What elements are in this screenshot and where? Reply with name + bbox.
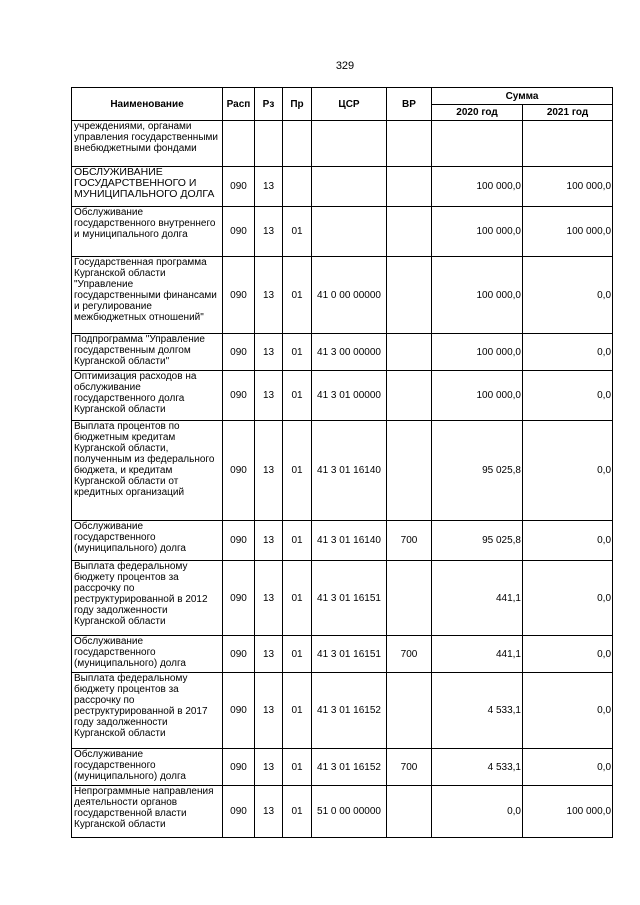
budget-table (71, 87, 613, 838)
cell-csr: 41 0 00 00000 (312, 257, 387, 334)
cell-pr: 01 (283, 207, 312, 257)
cell-pr: 01 (283, 257, 312, 334)
cell-2021: 0,0 (523, 421, 613, 521)
cell-pr: 01 (283, 786, 312, 838)
header-name: Наименование (72, 88, 223, 121)
cell-rz: 13 (255, 207, 283, 257)
header-rasp: Расп (223, 88, 255, 121)
cell-name: Обслуживание государственного внутреннего и муниципального долга (72, 207, 223, 257)
cell-csr: 41 3 01 16140 (312, 521, 387, 561)
table-row (72, 167, 613, 207)
cell-csr: 41 3 01 16151 (312, 561, 387, 636)
cell-csr: 41 3 00 00000 (312, 334, 387, 371)
cell-name: Непрограммные направления деятельности органов государственной власти Курганской области (72, 786, 223, 838)
cell-pr: 01 (283, 673, 312, 749)
table-row (72, 207, 613, 257)
cell-rz: 13 (255, 257, 283, 334)
header-year-2021: 2021 год (523, 105, 613, 121)
header-rz: Рз (255, 88, 283, 121)
cell-vr (387, 673, 432, 749)
cell-2021: 0,0 (523, 673, 613, 749)
cell-csr: 41 3 01 00000 (312, 371, 387, 421)
cell-2020: 4 533,1 (432, 673, 523, 749)
cell-2021: 0,0 (523, 371, 613, 421)
table-row (72, 786, 613, 838)
cell-vr (387, 371, 432, 421)
cell-pr: 01 (283, 561, 312, 636)
cell-vr: 700 (387, 636, 432, 673)
cell-2020: 95 025,8 (432, 421, 523, 521)
cell-vr (387, 121, 432, 167)
cell-rasp (223, 121, 255, 167)
cell-vr (387, 334, 432, 371)
header-year-2020: 2020 год (432, 105, 523, 121)
cell-2020: 100 000,0 (432, 167, 523, 207)
table-row (72, 636, 613, 673)
cell-rz: 13 (255, 749, 283, 786)
table-row (72, 121, 613, 167)
cell-csr: 41 3 01 16152 (312, 749, 387, 786)
cell-2021 (523, 121, 613, 167)
table-row (72, 673, 613, 749)
cell-rasp: 090 (223, 257, 255, 334)
cell-pr: 01 (283, 371, 312, 421)
cell-rz: 13 (255, 421, 283, 521)
cell-csr: 41 3 01 16140 (312, 421, 387, 521)
cell-csr (312, 207, 387, 257)
cell-name: учреждениями, органами управления государственными внебюджетными фондами (72, 121, 223, 167)
cell-pr (283, 167, 312, 207)
cell-2020: 100 000,0 (432, 334, 523, 371)
cell-2020: 441,1 (432, 636, 523, 673)
header-csr: ЦСР (312, 88, 387, 121)
cell-rz: 13 (255, 636, 283, 673)
cell-rz: 13 (255, 561, 283, 636)
cell-pr: 01 (283, 334, 312, 371)
cell-2020: 441,1 (432, 561, 523, 636)
cell-name: Выплата федеральному бюджету процентов за рассрочку по реструктурированной в 2012 году задолженности Курганской области (72, 561, 223, 636)
cell-vr (387, 167, 432, 207)
cell-vr: 700 (387, 521, 432, 561)
cell-2021: 0,0 (523, 561, 613, 636)
cell-rz: 13 (255, 786, 283, 838)
cell-vr (387, 786, 432, 838)
header-pr: Пр (283, 88, 312, 121)
table-row (72, 334, 613, 371)
cell-2021: 0,0 (523, 521, 613, 561)
cell-name: Обслуживание государственного (муниципального) долга (72, 749, 223, 786)
cell-name: Подпрограмма "Управление государственным долгом Курганской области" (72, 334, 223, 371)
cell-pr (283, 121, 312, 167)
cell-rasp: 090 (223, 561, 255, 636)
cell-name: ОБСЛУЖИВАНИЕ ГОСУДАРСТВЕННОГО И МУНИЦИПАЛЬНОГО ДОЛГА (72, 167, 223, 207)
cell-csr: 41 3 01 16151 (312, 636, 387, 673)
cell-rasp: 090 (223, 636, 255, 673)
cell-rz: 13 (255, 167, 283, 207)
cell-2020: 95 025,8 (432, 521, 523, 561)
table-row (72, 371, 613, 421)
cell-pr: 01 (283, 521, 312, 561)
cell-rz: 13 (255, 521, 283, 561)
cell-2020: 100 000,0 (432, 257, 523, 334)
cell-2021: 100 000,0 (523, 786, 613, 838)
cell-name: Государственная программа Курганской области "Управление государственными финансами и регулирование межбюджетных отношений" (72, 257, 223, 334)
table-row (72, 521, 613, 561)
cell-csr: 41 3 01 16152 (312, 673, 387, 749)
cell-rasp: 090 (223, 334, 255, 371)
cell-2020: 100 000,0 (432, 207, 523, 257)
cell-rasp: 090 (223, 786, 255, 838)
cell-2020: 100 000,0 (432, 371, 523, 421)
cell-rasp: 090 (223, 371, 255, 421)
cell-csr (312, 167, 387, 207)
cell-pr: 01 (283, 749, 312, 786)
cell-2021: 0,0 (523, 334, 613, 371)
cell-2021: 100 000,0 (523, 167, 613, 207)
cell-pr: 01 (283, 636, 312, 673)
cell-vr (387, 421, 432, 521)
cell-rz: 13 (255, 334, 283, 371)
cell-rz: 13 (255, 371, 283, 421)
cell-vr (387, 561, 432, 636)
cell-rasp: 090 (223, 167, 255, 207)
cell-2021: 100 000,0 (523, 207, 613, 257)
cell-rasp: 090 (223, 207, 255, 257)
cell-rasp: 090 (223, 673, 255, 749)
cell-vr (387, 207, 432, 257)
cell-name: Обслуживание государственного (муниципального) долга (72, 636, 223, 673)
cell-2021: 0,0 (523, 636, 613, 673)
cell-name: Обслуживание государственного (муниципального) долга (72, 521, 223, 561)
cell-2021: 0,0 (523, 257, 613, 334)
cell-rasp: 090 (223, 521, 255, 561)
cell-2020: 4 533,1 (432, 749, 523, 786)
cell-rz (255, 121, 283, 167)
cell-name: Выплата процентов по бюджетным кредитам Курганской области, полученным из федерального бюджета, и кредитам Курганской области от кредитных организаций (72, 421, 223, 521)
header-summa: Сумма (432, 88, 613, 105)
cell-rz: 13 (255, 673, 283, 749)
table-row (72, 561, 613, 636)
cell-2020 (432, 121, 523, 167)
cell-csr (312, 121, 387, 167)
table-row (72, 257, 613, 334)
cell-2020: 0,0 (432, 786, 523, 838)
cell-2021: 0,0 (523, 749, 613, 786)
cell-name: Выплата федеральному бюджету процентов за рассрочку по реструктурированной в 2017 году задолженности Курганской области (72, 673, 223, 749)
table-row (72, 421, 613, 521)
cell-name: Оптимизация расходов на обслуживание государственного долга Курганской области (72, 371, 223, 421)
cell-rasp: 090 (223, 421, 255, 521)
cell-pr: 01 (283, 421, 312, 521)
table-row (72, 749, 613, 786)
cell-rasp: 090 (223, 749, 255, 786)
cell-vr (387, 257, 432, 334)
cell-vr: 700 (387, 749, 432, 786)
header-vr: ВР (387, 88, 432, 121)
page-number: 329 (335, 60, 355, 72)
cell-csr: 51 0 00 00000 (312, 786, 387, 838)
